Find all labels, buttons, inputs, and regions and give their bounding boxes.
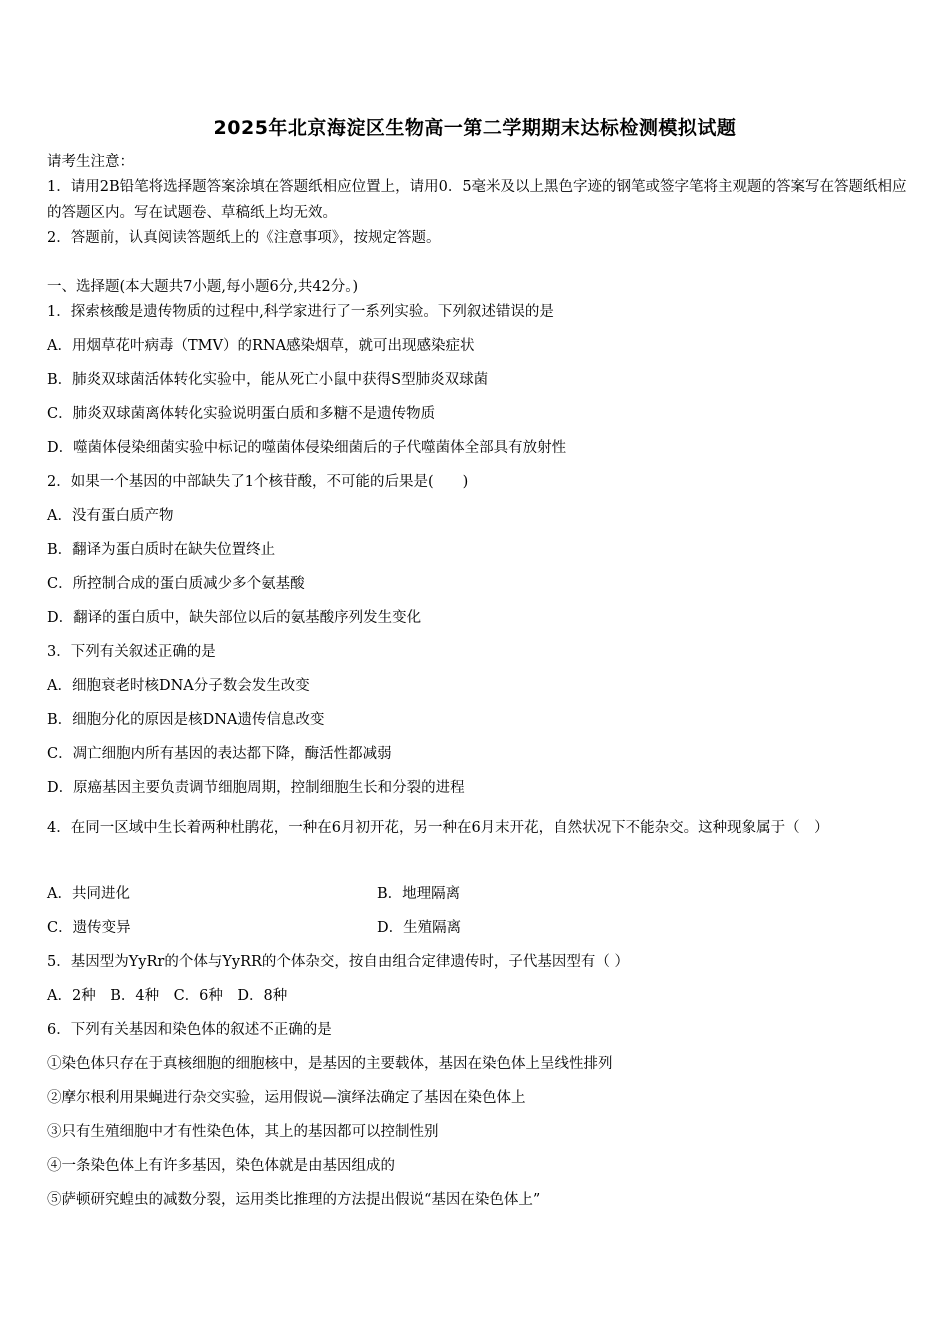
section-heading: 一、选择题(本大题共7小题,每小题6分,共42分。) <box>47 279 359 295</box>
question-2-option-b: B．翻译为蛋白质时在缺失位置终止 <box>47 542 276 558</box>
question-3-option-b: B．细胞分化的原因是核DNA遗传信息改变 <box>47 712 325 728</box>
question-6-statement-4: ④一条染色体上有许多基因，染色体就是由基因组成的 <box>47 1158 395 1174</box>
question-3-option-a: A．细胞衰老时核DNA分子数会发生改变 <box>47 678 310 694</box>
question-4-option-c: C．遗传变异 <box>47 920 131 936</box>
question-6-statement-5: ⑤萨顿研究蝗虫的减数分裂，运用类比推理的方法提出假说“基因在染色体上” <box>47 1192 541 1208</box>
notice-heading: 请考生注意： <box>47 154 134 170</box>
question-4-option-b: B．地理隔离 <box>377 886 461 902</box>
question-3-option-c: C．凋亡细胞内所有基因的表达都下降，酶活性都减弱 <box>47 746 392 762</box>
question-2-stem: 2．如果一个基因的中部缺失了1个核苷酸，不可能的后果是( ) <box>47 474 469 490</box>
question-2-option-c: C．所控制合成的蛋白质减少多个氨基酸 <box>47 576 305 592</box>
question-5-options: A．2种 B．4种 C．6种 D．8种 <box>47 988 288 1004</box>
question-1-option-d: D．噬菌体侵染细菌实验中标记的噬菌体侵染细菌后的子代噬菌体全部具有放射性 <box>47 440 567 456</box>
question-4-stem: 4．在同一区域中生长着两种杜鹃花，一种在6月初开花，另一种在6月末开花，自然状况下不能杂交。这种现象属于（ ） <box>47 820 829 836</box>
question-2-option-a: A．没有蛋白质产物 <box>47 508 174 524</box>
page-title: 2025年北京海淀区生物高一第二学期期末达标检测模拟试题 <box>213 117 737 139</box>
question-6-statement-3: ③只有生殖细胞中才有性染色体，其上的基因都可以控制性别 <box>47 1124 439 1140</box>
question-1-option-c: C．肺炎双球菌离体转化实验说明蛋白质和多糖不是遗传物质 <box>47 406 436 422</box>
notice-item-1: 1．请用2B铅笔将选择题答案涂填在答题纸相应位置上，请用0．5毫米及以上黑色字迹的钢笔或签字笔将主观题的答案写在答题纸相应的答题区内。写在试题卷、草稿纸上均无效。 <box>47 179 907 221</box>
question-4-option-a: A．共同进化 <box>47 886 130 902</box>
question-1-option-a: A．用烟草花叶病毒（TMV）的RNA感染烟草，就可出现感染症状 <box>47 338 475 354</box>
question-1-stem: 1．探索核酸是遗传物质的过程中,科学家进行了一系列实验。下列叙述错误的是 <box>47 304 554 320</box>
question-1-option-b: B．肺炎双球菌活体转化实验中，能从死亡小鼠中获得S型肺炎双球菌 <box>47 372 489 388</box>
question-4-option-d: D．生殖隔离 <box>377 920 462 936</box>
question-6-stem: 6．下列有关基因和染色体的叙述不正确的是 <box>47 1022 332 1038</box>
question-5-stem: 5．基因型为YyRr的个体与YyRR的个体杂交，按自由组合定律遗传时，子代基因型有（ ） <box>47 954 630 970</box>
question-3-stem: 3．下列有关叙述正确的是 <box>47 644 216 660</box>
question-2-option-d: D．翻译的蛋白质中，缺失部位以后的氨基酸序列发生变化 <box>47 610 422 626</box>
question-6-statement-1: ①染色体只存在于真核细胞的细胞核中，是基因的主要载体，基因在染色体上呈线性排列 <box>47 1056 613 1072</box>
notice-item-2: 2．答题前，认真阅读答题纸上的《注意事项》，按规定答题。 <box>47 230 441 246</box>
question-6-statement-2: ②摩尔根利用果蝇进行杂交实验，运用假说—演绎法确定了基因在染色体上 <box>47 1090 526 1106</box>
question-3-option-d: D．原癌基因主要负责调节细胞周期，控制细胞生长和分裂的进程 <box>47 780 465 796</box>
